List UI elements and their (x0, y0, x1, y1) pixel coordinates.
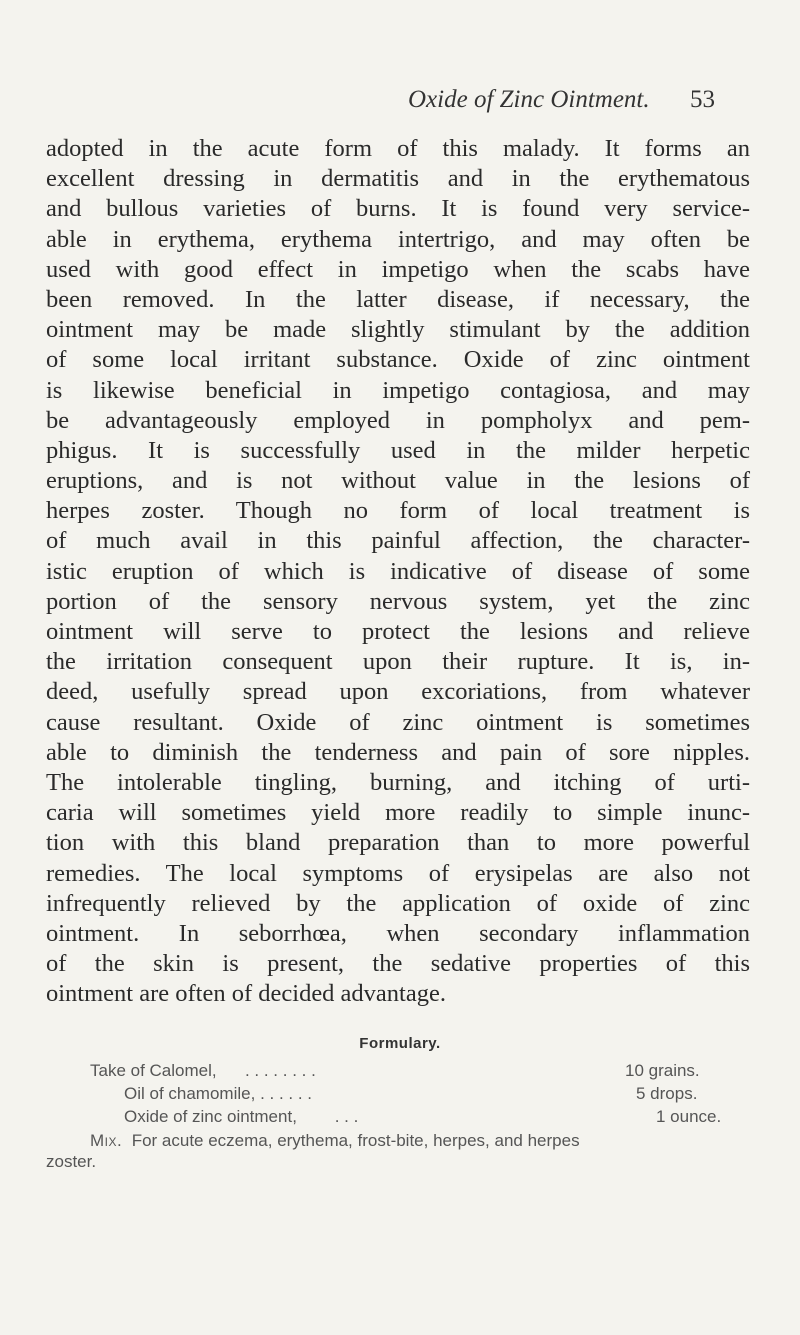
mix-text-continued: zoster. (46, 1152, 97, 1171)
prescription-item (0, 1061, 800, 1084)
running-title: Oxide of Zinc Ointment. (408, 86, 650, 113)
text-line: ointment are often of decided advantage. (46, 980, 446, 1008)
ingredient-name: Take of Calomel, (90, 1061, 217, 1080)
text-line: excellent dressing in dermatitis and in the erythematous (46, 165, 750, 193)
text-line: adopted in the acute form of this malady. It forms an (46, 135, 750, 162)
text-line: infrequently relieved by the application of oxide of zinc (46, 889, 750, 917)
text-line: tion with this bland preparation than to more powerful (46, 829, 750, 857)
text-line: cause resultant. Oxide of zinc ointment is sometimes (46, 708, 750, 736)
mix-text: For acute eczema, erythema, frost-bite, herpes, and herpes (131, 1131, 580, 1150)
text-line: ointment will serve to protect the lesions and relieve (46, 618, 750, 645)
dot-leader: . . . (334, 1107, 359, 1126)
text-line: and bullous varieties of burns. It is found very service- (46, 195, 750, 223)
ingredient-name: Oxide of zinc ointment, (124, 1107, 297, 1126)
prescription-item (0, 1107, 800, 1130)
dot-leader: . . . . . . (260, 1084, 313, 1103)
prescription-item (0, 1084, 800, 1107)
text-line: be advantageously employed in pompholyx and pem- (46, 406, 750, 434)
text-line: deed, usefully spread upon excoriations, from whatever (46, 678, 750, 706)
ingredient-quantity: 1 ounce. (656, 1107, 722, 1126)
text-line: remedies. The local symptoms of erysipelas are also not (46, 859, 750, 887)
body-paragraph (46, 134, 750, 1009)
text-line: ointment. In seborrhœa, when secondary inflammation (46, 919, 750, 947)
ingredient-quantity: 10 grains. (625, 1061, 700, 1080)
text-line: eruptions, and is not without value in the lesions of (46, 467, 750, 495)
text-line: the irritation consequent upon their rupture. It is, in- (46, 648, 750, 676)
text-line: caria will sometimes yield more readily to simple inunc- (46, 799, 750, 827)
text-line: of much avail in this painful affection, the character- (46, 527, 750, 555)
mix-instruction (90, 1130, 750, 1152)
text-line: been removed. In the latter disease, if necessary, the (46, 285, 750, 313)
ingredient-quantity: 5 drops. (636, 1084, 698, 1103)
text-line: portion of the sensory nervous system, yet the zinc (46, 587, 750, 615)
formulary-heading: Formulary. (359, 1035, 441, 1052)
text-line: used with good effect in impetigo when the scabs have (46, 255, 750, 283)
dot-leader: . . . . . . . . (244, 1061, 316, 1080)
text-line: istic eruption of which is indicative of disease of some (46, 557, 750, 585)
prescription-list (0, 1061, 800, 1130)
text-line: of the skin is present, the sedative properties of this (46, 950, 750, 978)
text-line: able to diminish the tenderness and pain of sore nipples. (46, 738, 750, 766)
running-head (0, 86, 800, 122)
text-line: The intolerable tingling, burning, and itching of urti- (46, 768, 750, 796)
text-line: herpes zoster. Though no form of local treatment is (46, 497, 750, 525)
text-line: is likewise beneficial in impetigo contagiosa, and may (46, 376, 750, 404)
page-number: 53 (690, 86, 715, 113)
ingredient-name: Oil of chamomile, (124, 1084, 256, 1103)
mix-label: Mix. (90, 1131, 123, 1150)
text-line: phigus. It is successfully used in the milder herpetic (46, 436, 750, 464)
text-line: ointment may be made slightly stimulant by the addition (46, 316, 750, 344)
text-line: able in erythema, erythema intertrigo, and may often be (46, 225, 750, 253)
text-line: of some local irritant substance. Oxide of zinc ointment (46, 346, 750, 374)
